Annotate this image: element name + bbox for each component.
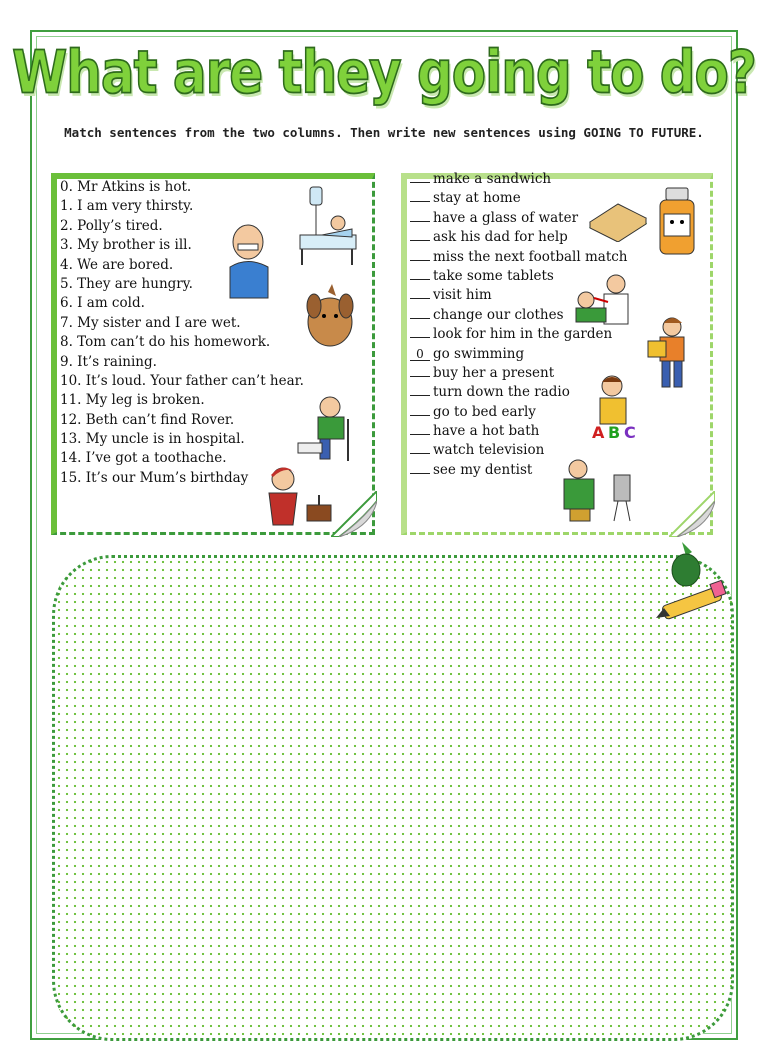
answer-blank[interactable]: 0 [410, 348, 430, 361]
action-text: visit him [433, 287, 492, 304]
pencil-mascot-icon [652, 538, 728, 622]
action-text: take some tablets [433, 267, 554, 284]
action-text: stay at home [433, 190, 521, 207]
man-at-tv-icon [556, 455, 636, 525]
worksheet-title: What are they going to do? [12, 38, 756, 107]
action-text: make a sandwich [433, 171, 552, 187]
svg-text:C: C [624, 423, 636, 442]
sentence-item: 2. Polly’s tired. [60, 217, 163, 234]
writing-area[interactable] [52, 555, 734, 1041]
boy-with-abc-icon [590, 372, 646, 442]
sentence-item: 8. Tom can’t do his homework. [60, 334, 271, 351]
sentence-item: 7. My sister and I are wet. [60, 314, 241, 331]
action-text: ask his dad for help [433, 229, 568, 246]
action-text: watch television [433, 442, 545, 459]
sentence-item: 14. I’ve got a toothache. [60, 450, 227, 467]
svg-text:B: B [608, 423, 621, 442]
answer-blank[interactable] [410, 422, 430, 435]
svg-text:A: A [592, 423, 605, 442]
page-curl-icon [669, 491, 715, 537]
sentence-item: 0. Mr Atkins is hot. [60, 179, 192, 195]
sentence-item: 9. It’s raining. [60, 353, 157, 370]
answer-blank[interactable] [410, 383, 430, 396]
answer-blank[interactable] [410, 228, 430, 241]
instructions: Match sentences from the two columns. Then write new sentences using GOING TO FUTURE. [64, 125, 704, 140]
wet-dog-icon [302, 280, 360, 354]
action-text: see my dentist [433, 461, 533, 478]
answer-blank[interactable] [410, 267, 430, 280]
action-text: go to bed early [433, 403, 536, 420]
birthday-woman-icon [263, 463, 335, 527]
action-text: have a glass of water [433, 209, 579, 226]
action-text: go swimming [433, 345, 525, 362]
answer-blank[interactable] [410, 286, 430, 299]
action-text: turn down the radio [433, 384, 570, 401]
sentence-item: 5. They are hungry. [60, 275, 193, 292]
answer-blank[interactable] [410, 248, 430, 261]
answer-blank[interactable] [410, 209, 430, 222]
girl-with-present-icon [644, 315, 694, 393]
action-text: have a hot bath [433, 423, 540, 440]
action-text: change our clothes [433, 306, 564, 323]
action-item [410, 345, 628, 364]
cold-man-icon [226, 222, 272, 302]
sentence-item: 13. My uncle is in hospital. [60, 431, 245, 448]
answer-blank[interactable] [410, 364, 430, 377]
action-item [410, 248, 628, 267]
action-text: miss the next football match [433, 248, 628, 265]
answer-blank[interactable] [410, 441, 430, 454]
sentence-item: 11. My leg is broken. [60, 392, 205, 409]
hospital-patient-icon [292, 185, 358, 267]
injured-boy-icon [290, 395, 356, 465]
sentence-item: 3. My brother is ill. [60, 237, 192, 254]
sentence-item: 4. We are bored. [60, 256, 174, 273]
answer-blank[interactable] [410, 170, 430, 183]
answer-blank[interactable] [410, 189, 430, 202]
answer-blank[interactable] [410, 306, 430, 319]
action-text: buy her a present [433, 364, 555, 381]
sentence-item: 12. Beth can’t find Rover. [60, 411, 235, 428]
page-curl-icon [331, 491, 377, 537]
dentist-icon [572, 272, 636, 332]
answer-blank[interactable] [410, 461, 430, 474]
sentence-item: 15. It’s our Mum’s birthday [60, 469, 249, 486]
sentence-item: 6. I am cold. [60, 295, 145, 312]
answer-blank[interactable] [410, 403, 430, 416]
action-text: look for him in the garden [433, 326, 613, 343]
sandwich-icon [586, 196, 650, 242]
sentence-item: 10. It’s loud. Your father can’t hear. [60, 372, 304, 389]
sentence-item: 1. I am very thirsty. [60, 198, 194, 215]
tablets-bottle-icon [654, 186, 700, 258]
action-item [410, 170, 628, 189]
answer-blank[interactable] [410, 325, 430, 338]
